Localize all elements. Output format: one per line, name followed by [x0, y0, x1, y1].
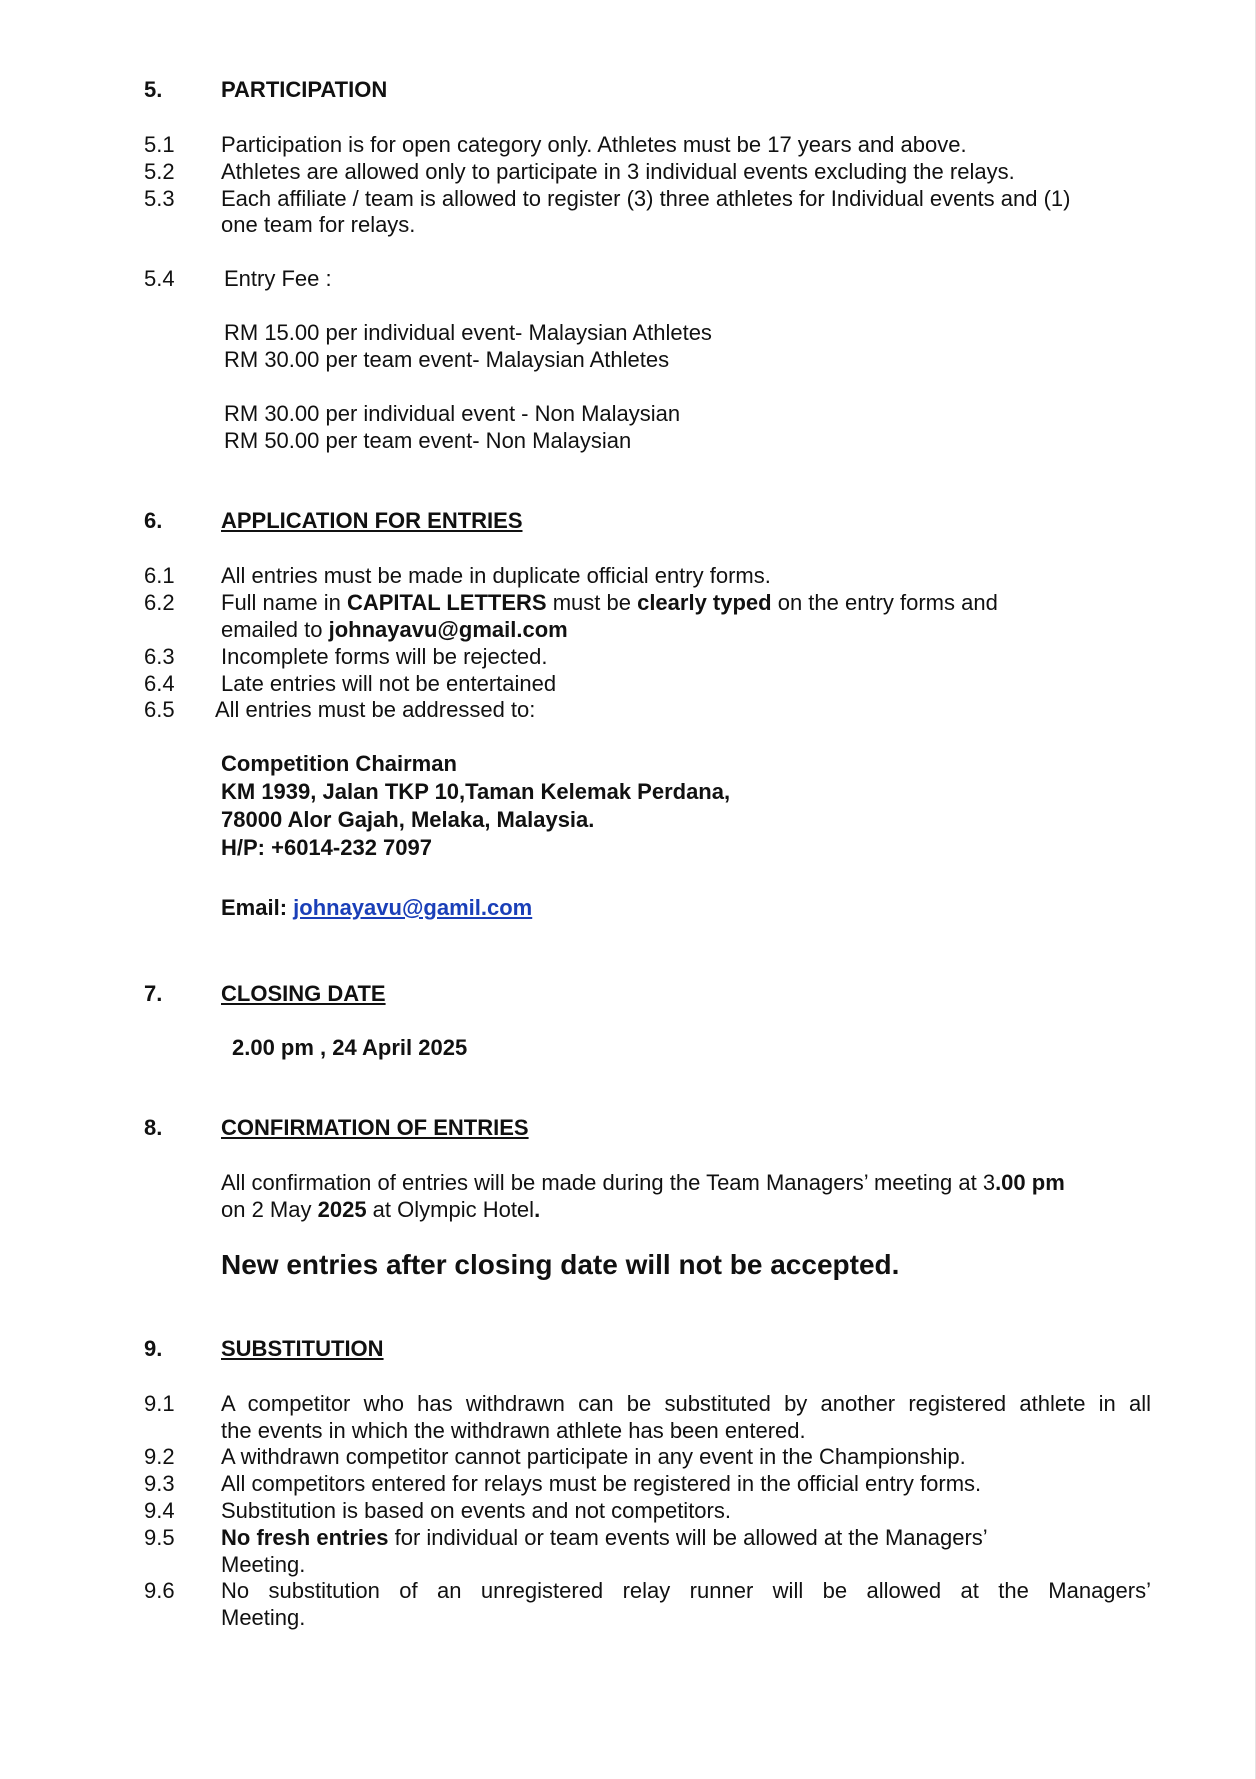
item-6-1-number: 6.1: [144, 563, 175, 588]
item-6-2-emailed-to: emailed to: [221, 617, 329, 642]
email-row: [221, 894, 532, 921]
section-8-number: 8.: [144, 1115, 163, 1140]
confirmation-text-date: on 2 May: [221, 1197, 318, 1222]
address-line: H/P: +6014-232 7097: [221, 835, 432, 860]
section-7-number: 7.: [144, 981, 163, 1006]
section-5-number: 5.: [144, 77, 163, 102]
item-6-3-number: 6.3: [144, 644, 175, 669]
section-7-title: CLOSING DATE: [221, 981, 386, 1006]
item-9-1-text-line1: A competitor who has withdrawn can be substituted by another registered athlete in all: [221, 1391, 1151, 1416]
item-5-3-text-line1: Each affiliate / team is allowed to register (3) three athletes for Individual events and (1): [221, 186, 1071, 211]
closing-date: 2.00 pm , 24 April 2025: [232, 1035, 468, 1060]
item-9-5-text-line1: [221, 1524, 988, 1551]
item-6-2-text-c: must be: [546, 590, 638, 615]
item-5-2-text: Athletes are allowed only to participate in 3 individual events excluding the relays.: [221, 159, 1015, 184]
section-6-title: APPLICATION FOR ENTRIES: [221, 508, 523, 533]
item-9-6-text-line2: Meeting.: [221, 1605, 306, 1630]
item-9-3-text: All competitors entered for relays must be registered in the official entry forms.: [221, 1471, 982, 1496]
item-9-5-rest: for individual or team events will be allowed at the Managers’: [388, 1525, 988, 1550]
confirmation-venue: at Olympic Hotel: [366, 1197, 535, 1222]
item-5-4-text: Entry Fee :: [224, 266, 332, 291]
fee-line: RM 30.00 per team event- Malaysian Athletes: [224, 347, 670, 372]
item-9-4-text: Substitution is based on events and not competitors.: [221, 1498, 731, 1523]
address-line: 78000 Alor Gajah, Melaka, Malaysia.: [221, 807, 595, 832]
item-9-5-bold: No fresh entries: [221, 1525, 389, 1550]
item-5-2-number: 5.2: [144, 159, 175, 184]
item-5-1-text: Participation is for open category only. Athletes must be 17 years and above.: [221, 132, 967, 157]
item-5-4-number: 5.4: [144, 266, 175, 291]
item-6-4-number: 6.4: [144, 671, 175, 696]
item-9-6-text-line1: No substitution of an unregistered relay runner will be allowed at the Managers’: [221, 1578, 1151, 1603]
section-5-title: PARTICIPATION: [221, 77, 388, 102]
item-6-2-capital-letters: CAPITAL LETTERS: [346, 590, 547, 615]
item-9-2-number: 9.2: [144, 1444, 175, 1469]
item-5-3-text-line2: one team for relays.: [221, 212, 416, 237]
confirmation-text-a: All confirmation of entries will be made during the Team Managers’ meeting at 3: [221, 1170, 996, 1195]
item-9-1-number: 9.1: [144, 1391, 175, 1416]
section-8-title: CONFIRMATION OF ENTRIES: [221, 1115, 529, 1140]
item-6-5-number: 6.5: [144, 697, 175, 722]
item-6-2-text-e: on the entry forms and: [771, 590, 998, 615]
fee-line: RM 15.00 per individual event- Malaysian Athletes: [224, 320, 712, 345]
item-6-2-number: 6.2: [144, 590, 175, 615]
item-6-2-email: johnayavu@gmail.com: [328, 617, 568, 642]
item-9-5-text-line2: Meeting.: [221, 1552, 306, 1577]
section-9-title: SUBSTITUTION: [221, 1336, 384, 1361]
late-entries-notice: New entries after closing date will not be accepted.: [221, 1249, 900, 1280]
item-5-1-number: 5.1: [144, 132, 175, 157]
confirmation-period: .: [534, 1197, 541, 1222]
confirmation-text-line2: [221, 1196, 540, 1223]
address-line: KM 1939, Jalan TKP 10,Taman Kelemak Perdana,: [221, 779, 731, 804]
confirmation-time: .00 pm: [995, 1170, 1065, 1195]
email-label: Email:: [221, 895, 294, 920]
item-9-1-text-line2: the events in which the withdrawn athlete has been entered.: [221, 1418, 806, 1443]
confirmation-text-line1: [221, 1169, 1065, 1196]
fee-line: RM 50.00 per team event- Non Malaysian: [224, 428, 632, 453]
item-9-3-number: 9.3: [144, 1471, 175, 1496]
section-6-number: 6.: [144, 508, 163, 533]
fee-line: RM 30.00 per individual event - Non Malaysian: [224, 401, 681, 426]
section-9-number: 9.: [144, 1336, 163, 1361]
item-6-2-text-line2: [221, 616, 568, 643]
address-line: Competition Chairman: [221, 751, 457, 776]
item-9-4-number: 9.4: [144, 1498, 175, 1523]
confirmation-year: 2025: [317, 1197, 367, 1222]
item-9-6-number: 9.6: [144, 1578, 175, 1603]
item-6-5-text: All entries must be addressed to:: [215, 697, 536, 722]
item-6-4-text: Late entries will not be entertained: [221, 671, 557, 696]
item-9-2-text: A withdrawn competitor cannot participate in any event in the Championship.: [221, 1444, 966, 1469]
item-9-5-number: 9.5: [144, 1525, 175, 1550]
item-6-2-text-line1: [221, 589, 998, 616]
item-6-2-clearly-typed: clearly typed: [637, 590, 772, 615]
item-6-2-text-a: Full name in: [221, 590, 347, 615]
email-link[interactable]: johnayavu@gamil.com: [293, 895, 533, 920]
item-6-3-text: Incomplete forms will be rejected.: [221, 644, 548, 669]
item-6-1-text: All entries must be made in duplicate official entry forms.: [221, 563, 771, 588]
item-5-3-number: 5.3: [144, 186, 175, 211]
